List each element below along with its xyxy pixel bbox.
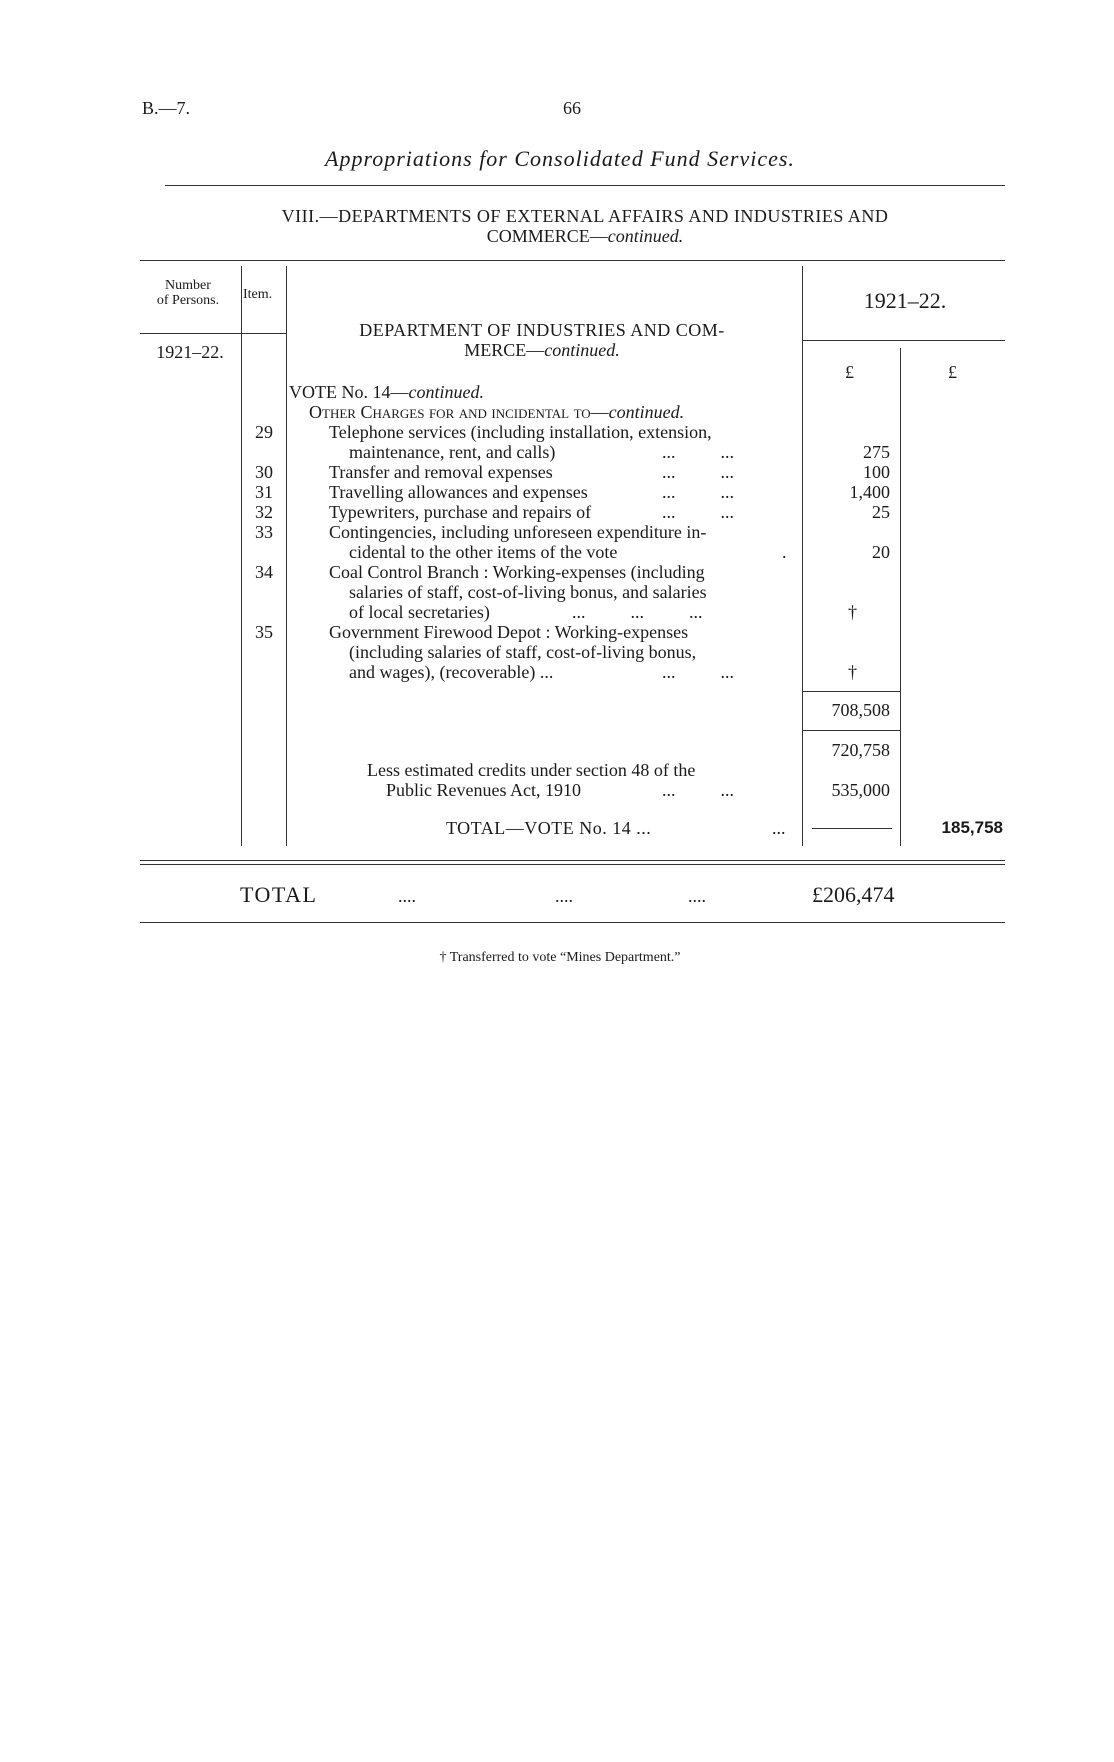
item-amount-35-dagger: † xyxy=(848,662,857,682)
item-header: Item. xyxy=(243,287,273,302)
grand-total-dots-2: .... xyxy=(555,886,573,906)
item-dots-30: ... ... xyxy=(662,462,734,482)
item-desc-35-line1: Government Firewood Depot : Working-expenses xyxy=(329,622,689,642)
item-desc-35-line3: and wages), (recoverable) ... xyxy=(349,662,554,682)
item-amount-30: 100 xyxy=(863,462,890,482)
item-dots-32: ... ... xyxy=(662,502,734,522)
dept-heading-continued: continued. xyxy=(544,340,620,360)
item-desc-32: Typewriters, purchase and repairs of xyxy=(329,502,592,522)
less-credits-amount: 535,000 xyxy=(831,780,890,800)
grand-total-dots-1: .... xyxy=(398,886,416,906)
page-number: 66 xyxy=(563,98,581,118)
vote-label-main: VOTE No. 14— xyxy=(289,382,409,402)
item-desc-33-line1: Contingencies, including unforeseen expenditure in- xyxy=(329,522,707,542)
item-desc-35-line2: (including salaries of staff, cost-of-living bonus, xyxy=(349,642,697,662)
persons-header-line1: Number xyxy=(165,278,211,293)
col-divider-persons-item xyxy=(241,266,242,846)
col-divider-amount-total xyxy=(900,348,901,846)
item-number-33: 33 xyxy=(255,522,273,542)
dept-heading xyxy=(292,320,792,360)
item-amount-34-dagger: † xyxy=(848,602,857,622)
less-credits-line1: Less estimated credits under section 48 of the xyxy=(367,760,696,780)
grand-total-amount: £206,474 xyxy=(812,882,895,907)
total-vote-dots: ... xyxy=(772,818,786,838)
pound-sign-amount-col: £ xyxy=(845,362,854,382)
gross-total-amount: 720,758 xyxy=(831,740,890,760)
item-dots-31: ... ... xyxy=(662,482,734,502)
col-divider-item-desc xyxy=(286,266,287,846)
item-amount-29: 275 xyxy=(863,442,890,462)
item-amount-32: 25 xyxy=(872,502,890,522)
document-reference: B.—7. xyxy=(142,98,191,118)
subtotal-rule-bottom xyxy=(803,730,900,731)
page-title: Appropriations for Consolidated Fund Services. xyxy=(325,146,795,171)
less-credits-line2: Public Revenues Act, 1910 xyxy=(386,780,581,800)
item-desc-33-line2: cidental to the other items of the vote xyxy=(349,542,618,562)
item-desc-29-line1: Telephone services (including installation, extension, xyxy=(329,422,712,442)
dept-heading-main: MERCE— xyxy=(464,340,545,360)
persons-year: 1921–22. xyxy=(156,342,224,362)
header-rule-persons xyxy=(140,333,286,334)
item-number-29: 29 xyxy=(255,422,273,442)
item-dots-35: ... ... xyxy=(662,662,734,682)
item-dots-33: . xyxy=(782,542,787,562)
item-number-34: 34 xyxy=(255,562,273,582)
year-header: 1921–22. xyxy=(863,288,947,313)
item-desc-31: Travelling allowances and expenses xyxy=(329,482,588,502)
table-top-rule xyxy=(140,260,1005,261)
section-heading-continued: continued. xyxy=(607,226,684,246)
total-vote-dash xyxy=(812,828,892,829)
grand-total-rule xyxy=(140,922,1005,923)
section-heading-main: COMMERCE— xyxy=(486,226,608,246)
item-dots-34: ... ... ... xyxy=(572,602,703,622)
other-charges-main: Other Charges for and incidental to— xyxy=(309,402,609,422)
item-number-35: 35 xyxy=(255,622,273,642)
other-charges-label xyxy=(309,402,684,423)
item-number-30: 30 xyxy=(255,462,273,482)
item-desc-34-line2: salaries of staff, cost-of-living bonus, and salaries xyxy=(349,582,707,602)
vote-label xyxy=(289,382,484,403)
item-desc-34-line1: Coal Control Branch : Working-expenses (including xyxy=(329,562,705,582)
total-vote-amount: 185,758 xyxy=(941,818,1003,837)
pound-sign-total-col: £ xyxy=(948,362,957,382)
item-number-31: 31 xyxy=(255,482,273,502)
dept-heading-line1: DEPARTMENT OF INDUSTRIES AND COM- xyxy=(359,320,725,340)
persons-header-line2: of Persons. xyxy=(156,293,220,308)
less-credits-dots: ... ... xyxy=(662,780,734,800)
table-bottom-rule-1 xyxy=(140,860,1005,861)
total-vote-label: TOTAL—VOTE No. 14 ... xyxy=(446,818,652,838)
col-divider-desc-amount xyxy=(802,266,803,846)
subtotal-amount: 708,508 xyxy=(831,700,890,720)
grand-total-dots-3: .... xyxy=(688,886,706,906)
subtotal-rule-top xyxy=(803,691,900,692)
header-rule-amounts xyxy=(803,340,1005,341)
item-desc-34-line3: of local secretaries) xyxy=(349,602,490,622)
item-desc-30: Transfer and removal expenses xyxy=(329,462,553,482)
section-heading-line1: VIII.—DEPARTMENTS OF EXTERNAL AFFAIRS AND INDUSTRIES AND xyxy=(281,206,889,226)
grand-total-label: TOTAL xyxy=(240,882,318,907)
item-amount-33: 20 xyxy=(872,542,890,562)
section-heading-line2 xyxy=(150,226,1020,247)
persons-header xyxy=(140,278,236,308)
item-number-32: 32 xyxy=(255,502,273,522)
title-rule xyxy=(165,185,1005,186)
other-charges-continued: continued. xyxy=(608,402,685,422)
footnote: † Transferred to vote “Mines Department.” xyxy=(439,950,681,965)
vote-label-continued: continued. xyxy=(408,382,484,402)
item-desc-29-line2: maintenance, rent, and calls) xyxy=(349,442,556,462)
item-amount-31: 1,400 xyxy=(849,482,890,502)
table-bottom-rule-2 xyxy=(140,864,1005,865)
item-dots-29: ... ... xyxy=(662,442,734,462)
